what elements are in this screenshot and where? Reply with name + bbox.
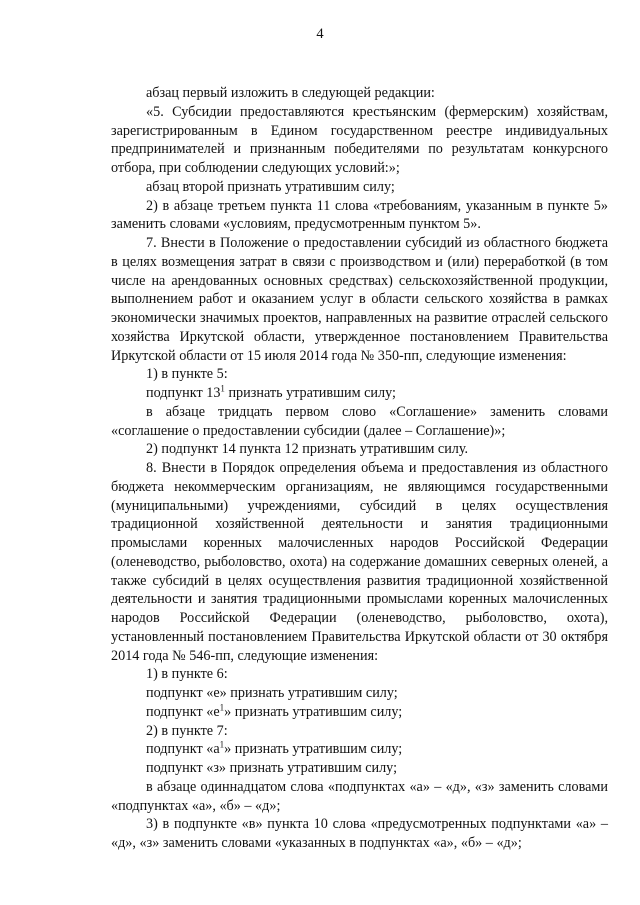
paragraph-7-after: признать утратившим силу;: [224, 385, 396, 401]
paragraph-13-superscript: 1: [219, 702, 225, 713]
paragraph-16: подпункт «з» признать утратившим силу;: [146, 760, 398, 776]
paragraph-7-superscript: 1: [220, 383, 225, 394]
paragraph-8: в абзаце тридцать первом слово «Соглашение» заменить словами «соглашение о предоставлении субсидии (далее – Соглашение)»;: [111, 403, 608, 439]
paragraph-15: [111, 740, 608, 759]
document-body: [111, 84, 608, 853]
paragraph-18: 3) в подпункте «в» пункта 10 слова «предусмотренных подпунктами «а» – «д», «з» заменить словами «указанных в подпунктах «а», «б» – «д»;: [111, 816, 608, 851]
paragraph-7: [111, 384, 608, 403]
paragraph-17: в абзаце одиннадцатом слова «подпунктах «а» – «д», «з» заменить словами «подпунктах «а», «б» – «д»;: [111, 778, 608, 814]
paragraph-4: 2) в абзаце третьем пункта 11 слова «требованиям, указанным в пункте 5» заменить словами «условиям, предусмотренным пунктом 5».: [111, 197, 608, 233]
paragraph-13-after: » признать утратившим силу;: [224, 703, 403, 720]
paragraph-13: [111, 703, 608, 722]
paragraph-7-text: подпункт 13: [146, 385, 221, 401]
paragraph-10: 8. Внести в Порядок определения объема и предоставления из областного бюджета некоммерческим организациям, не являющимся государственными (муниципальными) учреждениями, субсидий в целях осуществления традиционной хозяйственной деятельности и занятия традиционными промыслами коренных малочисленных народов Российской Федерации (оленеводство, рыболовство, охота) на содержание домашних северных оленей, а также субсидий в целях осуществления развития традиционной хозяйственной деятельности и занятия традиционными промыслами коренных малочисленных народов Российской Федерации (оленеводство, рыболовство, охота), установленный постановлением Правительства Иркутской области от 30 октября 2014 года № 546-пп, следующие изменения:: [111, 460, 608, 664]
paragraph-14: 2) в пункте 7:: [146, 722, 228, 739]
paragraph-6: 1) в пункте 5:: [146, 366, 228, 383]
paragraph-5: 7. Внести в Положение о предоставлении субсидий из областного бюджета в целях возмещения затрат в связи с производством и (или) переработкой (в том числе на арендованных основных средствах) сельскохозяйственной продукции, выполнением работ и оказанием услуг в области сельского хозяйства в рамках экономически значимых проектов, направленных на развитие отраслей сельского хозяйства Иркутской области, утвержденное постановлением Правительства Иркутской области от 15 июля 2014 года № 350-пп, следующие изменения:: [111, 235, 608, 364]
paragraph-13-text: подпункт «е: [146, 703, 220, 720]
paragraph-15-superscript: 1: [219, 739, 225, 750]
paragraph-2: «5. Субсидии предоставляются крестьянским (фермерским) хозяйствам, зарегистрированным в Едином государственном реестре индивидуальных предпринимателей и признанным победителями по результатам конкурсного отбора, при соблюдении следующих условий:»;: [111, 103, 608, 176]
paragraph-11: 1) в пункте 6:: [146, 666, 228, 683]
page-number: 4: [316, 26, 324, 42]
paragraph-3: абзац второй признать утратившим силу;: [146, 178, 395, 195]
paragraph-15-text: подпункт «а: [146, 741, 220, 758]
paragraph-12: подпункт «е» признать утратившим силу;: [146, 685, 398, 701]
paragraph-15-after: » признать утратившим силу;: [224, 741, 403, 758]
paragraph-9: 2) подпункт 14 пункта 12 признать утратившим силу.: [146, 441, 469, 458]
paragraph-1: абзац первый изложить в следующей редакции:: [146, 85, 435, 101]
